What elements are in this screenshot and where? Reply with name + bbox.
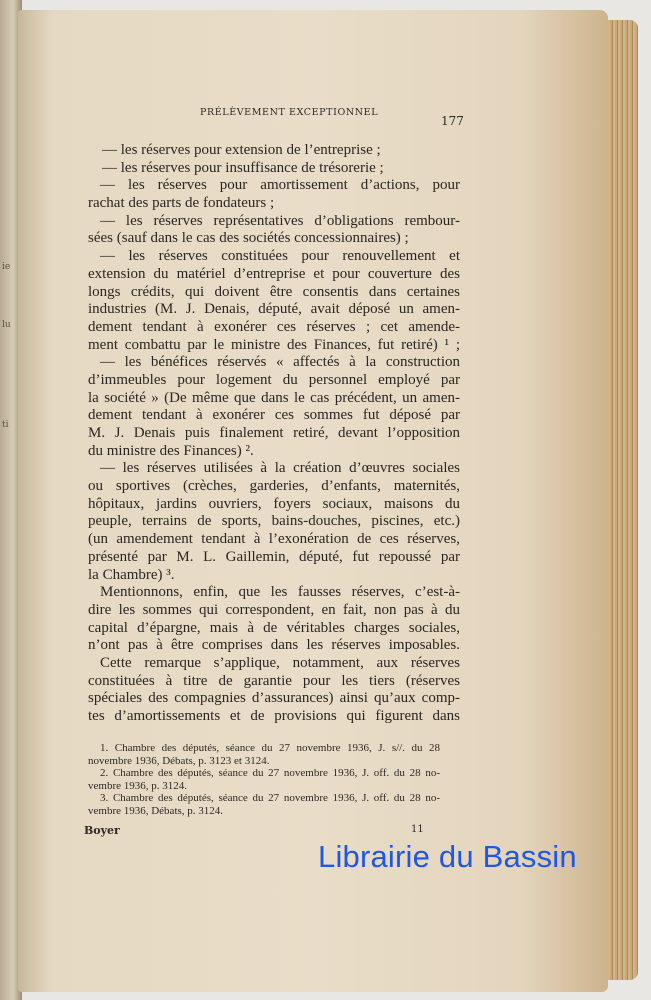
text-line: la Chambre) ³.: [88, 566, 175, 583]
text-line: présenté par M. L. Gaillemin, député, fut repoussé par: [88, 548, 460, 565]
signature-mark: 11: [411, 824, 424, 835]
footnote-line: 2. Chambre des députés, séance du 27 novembre 1936, J. off. du 28 no-: [100, 767, 440, 779]
text-line: constituées à titre de garantie pour les tiers (réserves: [88, 672, 460, 689]
text-line: rachat des parts de fondateurs ;: [88, 195, 275, 212]
text-line: M. J. Denais puis finalement retiré, devant l’opposition: [88, 425, 460, 441]
text-line: la société » (De même que dans le cas précédent, un amen-: [88, 389, 460, 406]
text-line: hôpitaux, jardins ouvriers, foyers sociaux, maisons du: [88, 495, 460, 512]
footnote-line: 3. Chambre des députés, séance du 27 novembre 1936, J. off. du 28 no-: [100, 792, 440, 804]
left-page-fragment: ti: [2, 420, 9, 430]
text-line: du ministre des Finances) ².: [88, 442, 254, 459]
signature-author: Boyer: [84, 824, 120, 837]
text-line: n’ont pas à être comprises dans les réserves imposables.: [88, 637, 460, 654]
body-text: [88, 142, 460, 726]
text-line: — les bénéfices réservés « affectés à la construction: [100, 354, 460, 371]
footnote-line: vembre 1936, p. 3124.: [88, 779, 187, 792]
text-line: — les réserves pour insuffisance de trésorerie ;: [102, 159, 384, 176]
text-line: — les réserves représentatives d’obligations rembour-: [100, 212, 460, 229]
left-page-fragment: ie: [2, 262, 11, 272]
page-number: 177: [441, 114, 464, 128]
text-line: dement tendant à exonérer ces sommes fut déposé par: [88, 407, 460, 424]
left-page-fragment: lu: [2, 320, 11, 330]
text-line: dire les sommes qui correspondent, en fait, non pas à du: [88, 601, 460, 618]
text-line: tes d’amortissements et de provisions qui figurent dans: [88, 708, 460, 724]
text-line: sées (sauf dans le cas des sociétés concessionnaires) ;: [88, 230, 409, 247]
text-line: peuple, terrains de sports, bains-douches, piscines, etc.): [88, 513, 460, 530]
text-line: d’immeubles pour logement du personnel employé par: [88, 371, 460, 388]
text-line: longs crédits, qui doivent être consentis dans certaines: [88, 283, 460, 300]
text-line: capital d’épargne, mais à de véritables charges sociales,: [88, 619, 460, 636]
text-line: — les réserves pour extension de l’entreprise ;: [102, 142, 381, 158]
text-line: extension du matériel d’entreprise et pour couverture des: [88, 265, 460, 282]
text-line: — les réserves constituées pour renouvellement et: [100, 248, 460, 265]
text-line: ou sportives (crèches, garderies, d’enfants, maternités,: [88, 478, 460, 495]
text-line: dement tendant à exonérer ces réserves ; cet amende-: [88, 318, 460, 335]
text-line: Mentionnons, enfin, que les fausses réserves, c’est-à-: [100, 584, 460, 601]
text-line: — les réserves utilisées à la création d’œuvres sociales: [100, 460, 460, 477]
text-line: ment combattu par le ministre des Finances, fut retiré) ¹ ;: [88, 336, 460, 353]
text-line: spéciales des compagnies d’assurances) ainsi qu’aux comp-: [88, 690, 460, 707]
running-head: PRÉLÈVEMENT EXCEPTIONNEL: [200, 107, 379, 118]
footnote-line: 1. Chambre des députés, séance du 27 novembre 1936, J. s//. du 28: [100, 742, 440, 754]
footnote-line: novembre 1936, Débats, p. 3123 et 3124.: [88, 754, 270, 767]
watermark: Librairie du Bassin: [318, 839, 577, 874]
text-line: — les réserves pour amortissement d’actions, pour: [100, 177, 460, 194]
footnotes: [88, 742, 440, 817]
text-line: industries (M. J. Denais, député, avait déposé un amen-: [88, 301, 460, 318]
text-line: Cette remarque s’applique, notamment, aux réserves: [100, 654, 460, 671]
footnote-line: vembre 1936, Débats, p. 3124.: [88, 804, 224, 817]
text-line: (un amendement tendant à l’exonération de ces réserves,: [88, 531, 460, 548]
